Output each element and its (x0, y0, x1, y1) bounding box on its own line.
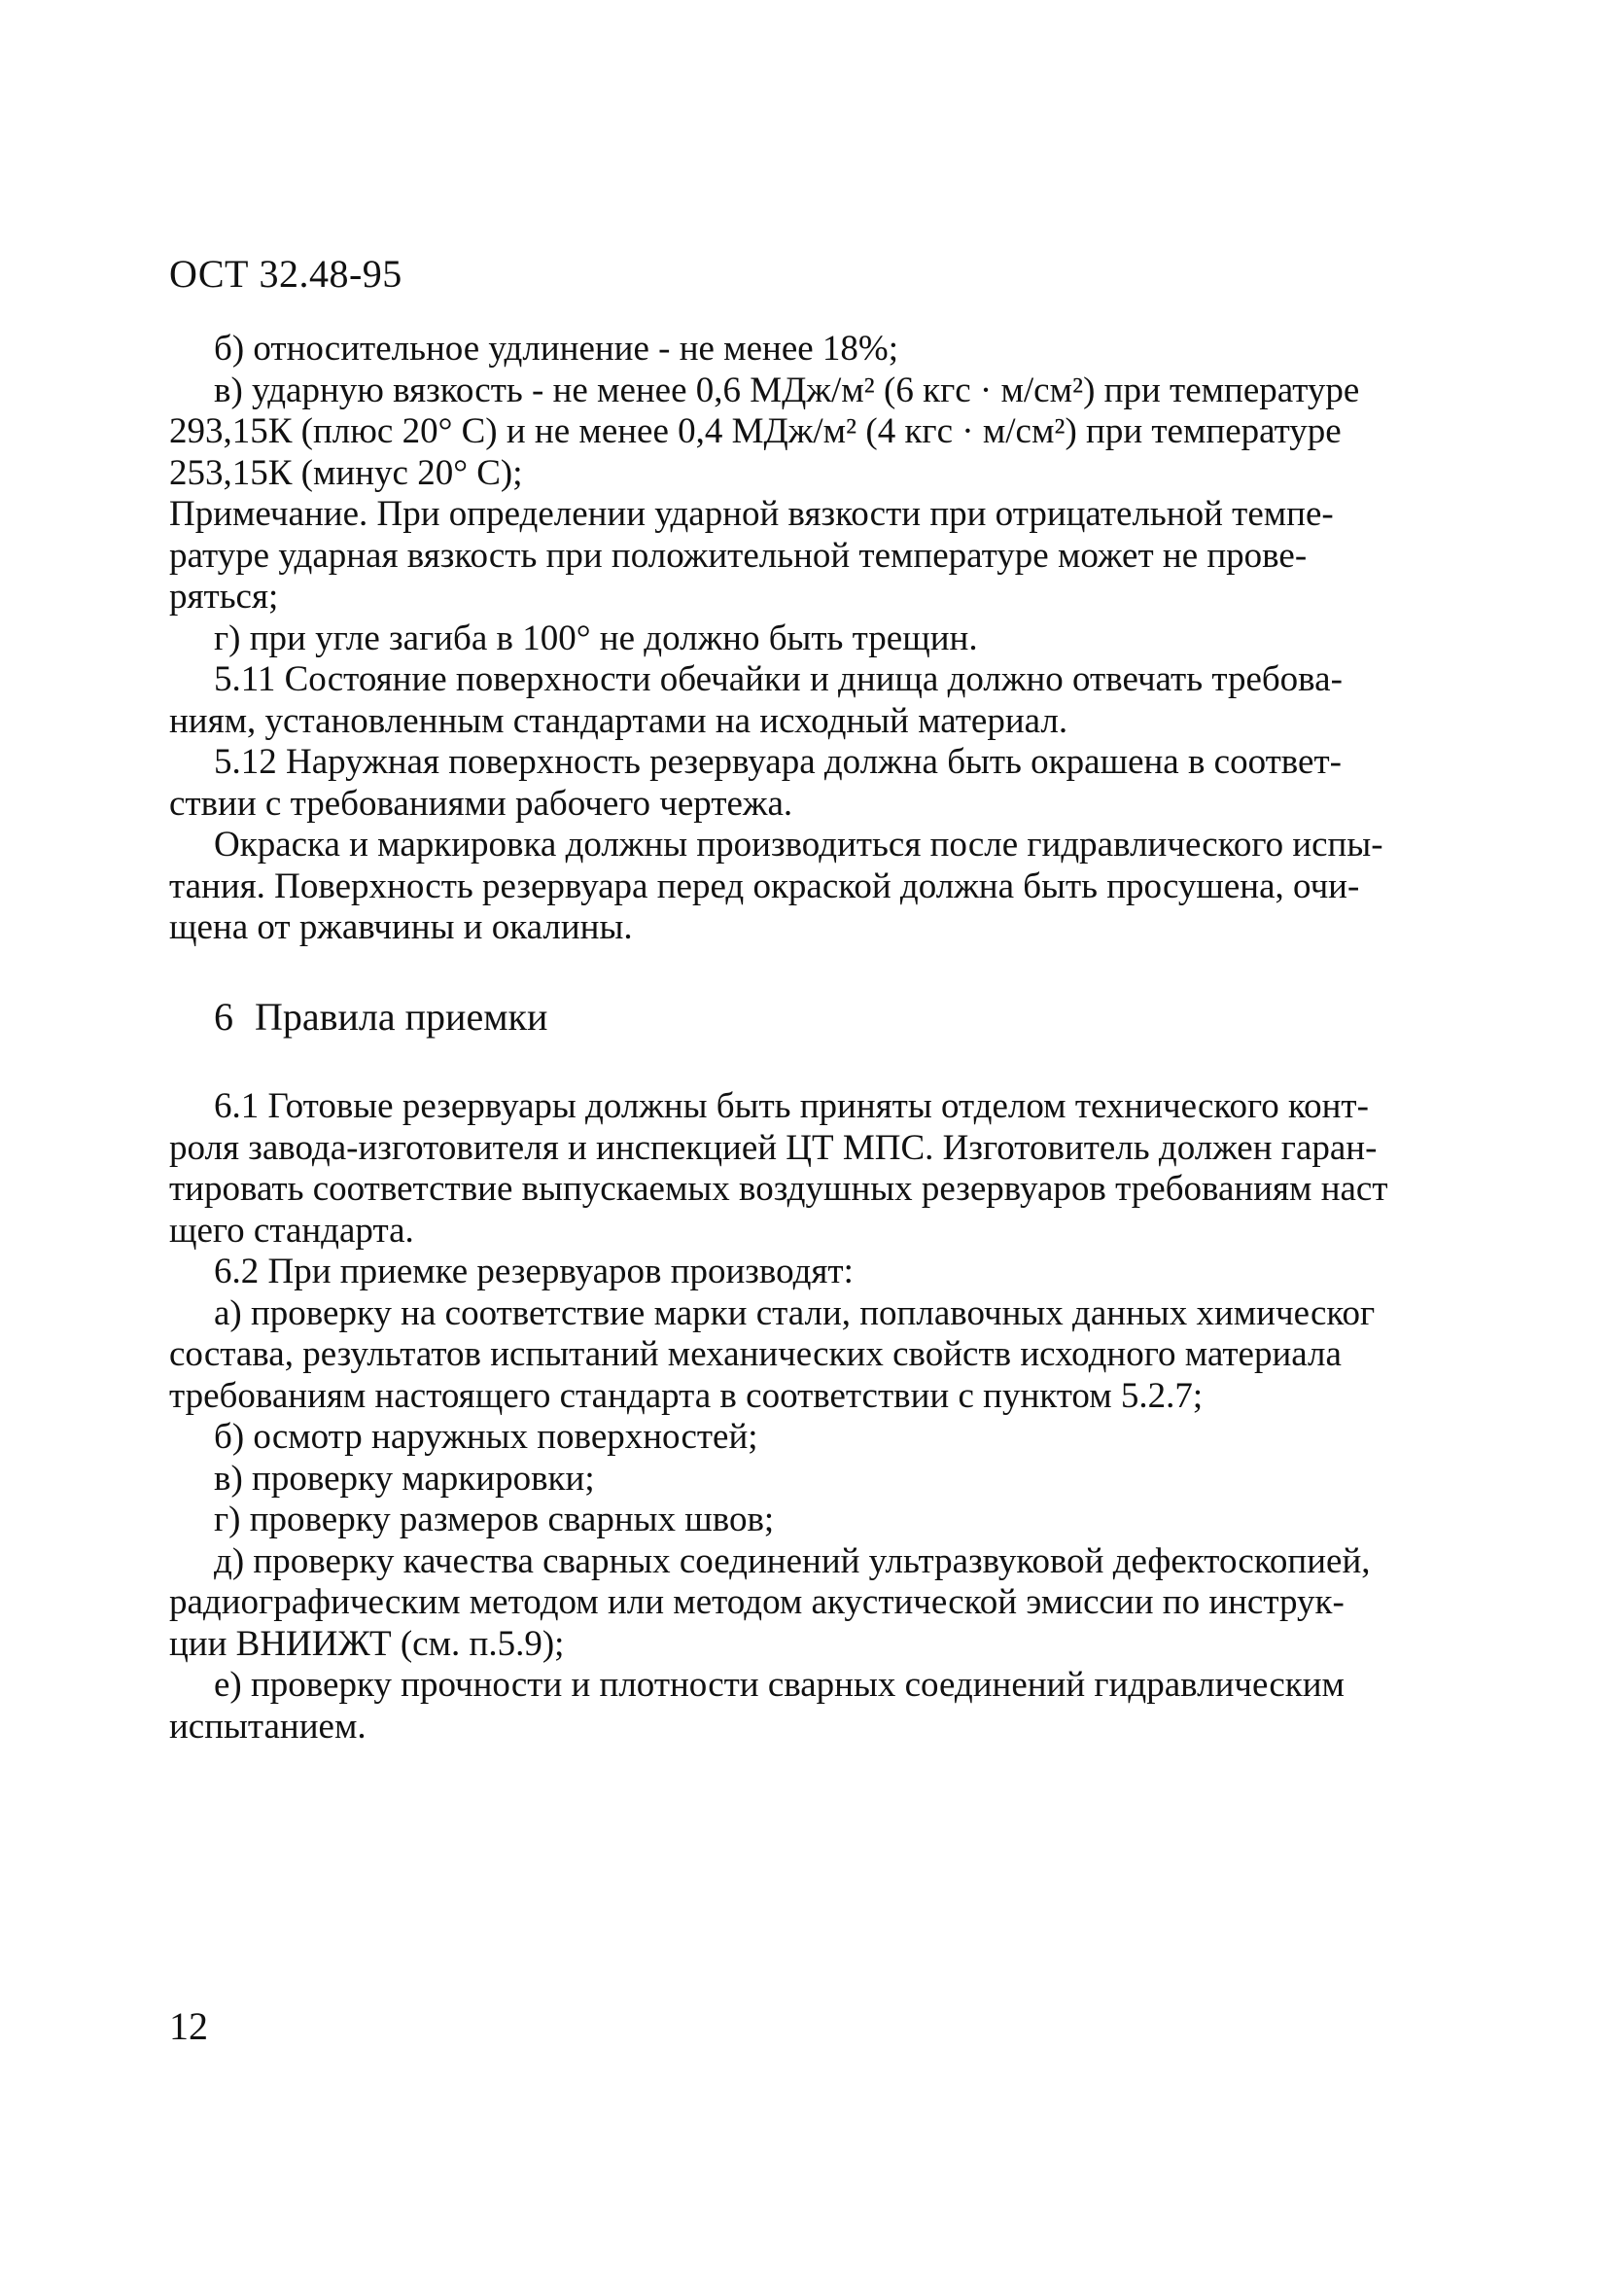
page-number: 12 (169, 2004, 208, 2048)
text-line: ствии с требованиями рабочего чертежа. (169, 783, 793, 824)
text-line: ции ВНИИЖТ (см. п.5.9); (169, 1623, 565, 1664)
text-line: 253,15К (минус 20° С); (169, 452, 523, 493)
document-code: ОСТ 32.48-95 (169, 252, 402, 296)
text-line: в) ударную вязкость - не менее 0,6 МДж/м² (6 кгс · м/см²) при температуре (214, 370, 1360, 410)
text-line: щена от ржавчины и окалины. (169, 907, 633, 947)
list-item: в) проверку маркировки; (214, 1458, 595, 1499)
clause-5-11: 5.11 Состояние поверхности обечайки и днища должно отвечать требова- (214, 659, 1343, 699)
list-item: д) проверку качества сварных соединений ультразвуковой дефектоскопией, (214, 1540, 1371, 1581)
text-line: 293,15К (плюс 20° С) и не менее 0,4 МДж/м² (4 кгс · м/см²) при температуре (169, 411, 1342, 451)
acceptance-rules (169, 1086, 1470, 1748)
text-line: щего стандарта. (169, 1210, 414, 1251)
text-line: тания. Поверхность резервуара перед окраской должна быть просушена, очи- (169, 865, 1360, 906)
note-line: Примечание. При определении ударной вязкости при отрицательной темпе- (169, 494, 1334, 534)
text-line: ниям, установленным стандартами на исходный материал. (169, 700, 1068, 741)
list-item: а) проверку на соответствие марки стали, поплавочных данных химическог (214, 1292, 1376, 1333)
text-line: роля завода-изготовителя и инспекцией ЦТ МПС. Изготовитель должен гаран- (169, 1127, 1378, 1168)
section-title: Правила приемки (255, 995, 548, 1039)
list-item: б) осмотр наружных поверхностей; (214, 1417, 758, 1457)
requirements-continuation (169, 329, 1470, 949)
clause-6-1: 6.1 Готовые резервуары должны быть приняты отделом технического конт- (214, 1086, 1369, 1126)
list-item: г) проверку размеров сварных швов; (214, 1500, 775, 1539)
section-number: 6 (214, 995, 233, 1039)
text-line: требованиям настоящего стандарта в соответствии с пунктом 5.2.7; (169, 1375, 1204, 1416)
text-line: состава, результатов испытаний механических свойств исходного материала (169, 1334, 1342, 1374)
text-line: б) относительное удлинение - не менее 18%; (214, 329, 899, 369)
text-line: г) при угле загиба в 100° не должно быть трещин. (214, 618, 978, 658)
note-line: ряться; (169, 577, 279, 617)
clause-5-12: 5.12 Наружная поверхность резервуара должна быть окрашена в соответ- (214, 742, 1342, 782)
text-line: Окраска и маркировка должны производиться после гидравлического испы- (214, 825, 1383, 865)
clause-6-2: 6.2 При приемке резервуаров производят: (214, 1252, 854, 1291)
list-item: е) проверку прочности и плотности сварных соединений гидравлическим (214, 1665, 1345, 1705)
section-heading (214, 994, 547, 1041)
note-line: ратуре ударная вязкость при положительной температуре может не прове- (169, 535, 1308, 576)
text-line: испытанием. (169, 1706, 367, 1747)
text-line: радиографическим методом или методом акустической эмиссии по инструк- (169, 1582, 1345, 1622)
text-line: тировать соответствие выпускаемых воздушных резервуаров требованиям наст (169, 1169, 1388, 1209)
